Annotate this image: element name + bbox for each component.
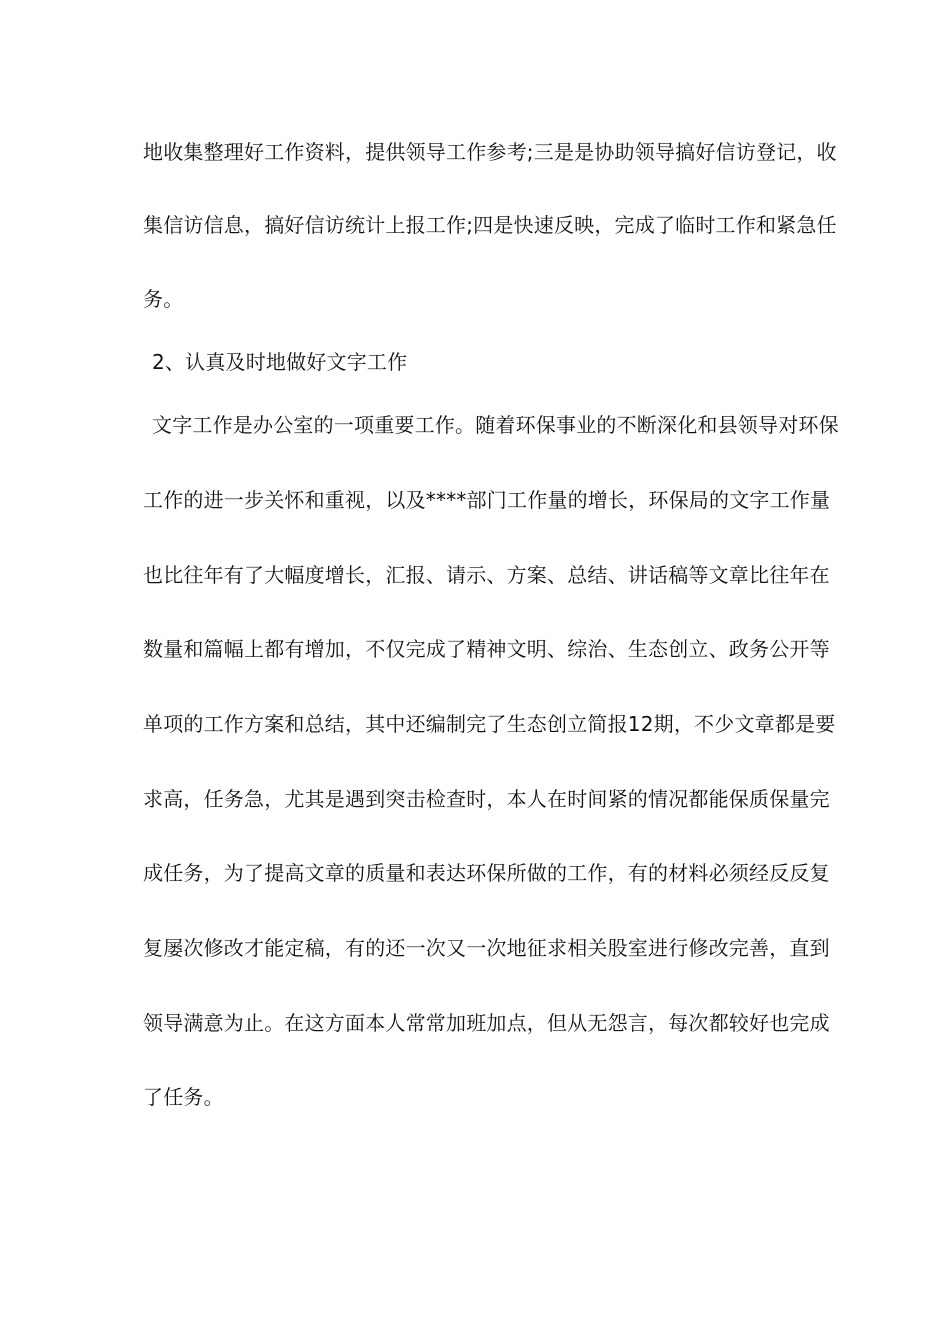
paragraph-line: 求高，任务急，尤其是遇到突击检查时，本人在时间紧的情况都能保质保量完 xyxy=(143,787,830,811)
section-heading: 2、认真及时地做好文字工作 xyxy=(152,350,408,374)
paragraph-line: 工作的进一步关怀和重视，以及****部门工作量的增长，环保局的文字工作量 xyxy=(143,488,831,512)
paragraph-line: 文字工作是办公室的一项重要工作。随着环保事业的不断深化和县领导对环保 xyxy=(152,413,839,437)
paragraph-line: 集信访信息，搞好信访统计上报工作;四是快速反映，完成了临时工作和紧急任 xyxy=(143,213,837,237)
paragraph-line: 领导满意为止。在这方面本人常常加班加点，但从无怨言，每次都较好也完成 xyxy=(143,1011,830,1035)
paragraph-line: 成任务，为了提高文章的质量和表达环保所做的工作，有的材料必须经反反复 xyxy=(143,861,830,885)
paragraph-line: 复屡次修改才能定稿，有的还一次又一次地征求相关股室进行修改完善，直到 xyxy=(143,936,830,960)
paragraph-line: 了任务。 xyxy=(143,1085,224,1109)
paragraph-line: 单项的工作方案和总结，其中还编制完了生态创立简报12期，不少文章都是要 xyxy=(143,712,836,736)
paragraph-line: 数量和篇幅上都有增加，不仅完成了精神文明、综治、生态创立、政务公开等 xyxy=(143,637,830,661)
paragraph-line: 务。 xyxy=(143,287,184,311)
paragraph-line: 也比往年有了大幅度增长，汇报、请示、方案、总结、讲话稿等文章比往年在 xyxy=(143,563,830,587)
paragraph-line: 地收集整理好工作资料，提供领导工作参考;三是是协助领导搞好信访登记，收 xyxy=(143,140,837,164)
